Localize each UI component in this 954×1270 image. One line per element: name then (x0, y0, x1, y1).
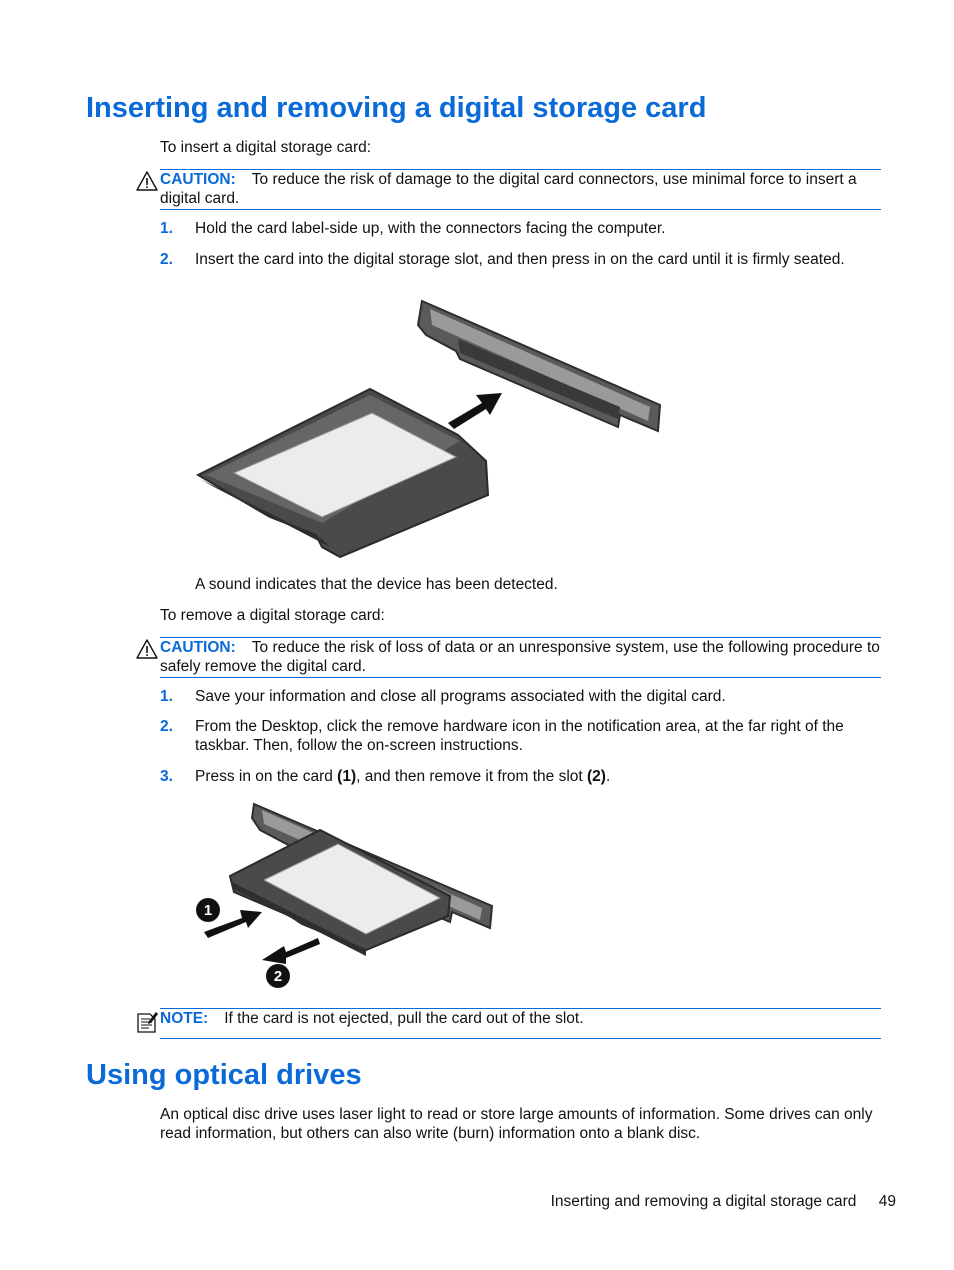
caution-text: To reduce the risk of damage to the digital card connectors, use minimal force to insert a digital card. (160, 171, 857, 207)
caution-label: CAUTION: (160, 171, 236, 188)
svg-text:1: 1 (203, 902, 213, 919)
step-text: Insert the card into the digital storage slot, and then press in on the card until it is firmly seated. (195, 251, 845, 268)
running-title: Inserting and removing a digital storage card (550, 1193, 857, 1210)
page-title: Inserting and removing a digital storage card (86, 92, 707, 124)
insert-arrow-icon (448, 393, 502, 429)
step-text: Press in on the card (1), and then remove it from the slot (2). (195, 768, 611, 785)
caution-text: To reduce the risk of loss of data or an unresponsive system, use the following procedure to safely remove the digital card. (160, 639, 880, 675)
step-text: Hold the card label-side up, with the connectors facing the computer. (195, 220, 666, 237)
note-icon (136, 1010, 158, 1034)
sd-card (198, 389, 488, 557)
remove-intro: To remove a digital storage card: (160, 607, 385, 624)
optical-drives-body: An optical disc drive uses laser light to read or store large amounts of information. Some drives can only read information, but others can also write (burn) information onto a blank disc. (160, 1106, 873, 1142)
card-slot (418, 301, 660, 431)
note-label: NOTE: (160, 1010, 209, 1027)
caution-label: CAUTION: (160, 639, 236, 656)
note-text: If the card is not ejected, pull the card out of the slot. (224, 1010, 584, 1027)
step-number: 3. (160, 768, 173, 785)
insert-card-illustration (190, 295, 670, 565)
step-number: 1. (160, 688, 173, 705)
step-text: From the Desktop, click the remove hardware icon in the notification area, at the far right of the taskbar. Then, follow the on-screen instructions. (195, 718, 844, 754)
caution-notice-remove (160, 637, 881, 678)
step-number: 2. (160, 718, 173, 735)
caution-icon (136, 639, 158, 659)
remove-card-illustration (190, 800, 500, 995)
page-number: 49 (878, 1193, 896, 1210)
insert-intro: To insert a digital storage card: (160, 139, 372, 156)
detected-text: A sound indicates that the device has been detected. (195, 576, 558, 593)
step-text: Save your information and close all programs associated with the digital card. (195, 688, 726, 705)
callout-2-badge (266, 964, 290, 988)
svg-text:2: 2 (273, 968, 283, 985)
note-notice (160, 1008, 881, 1039)
step-number: 2. (160, 251, 173, 268)
caution-icon (136, 171, 158, 191)
pull-out-arrow-icon (262, 938, 320, 964)
section-title-optical-drives: Using optical drives (86, 1059, 362, 1091)
page-footer (551, 1192, 896, 1211)
sd-card (230, 830, 450, 956)
callout-1-badge (196, 898, 220, 922)
step-number: 1. (160, 220, 173, 237)
caution-notice-insert (160, 169, 881, 210)
